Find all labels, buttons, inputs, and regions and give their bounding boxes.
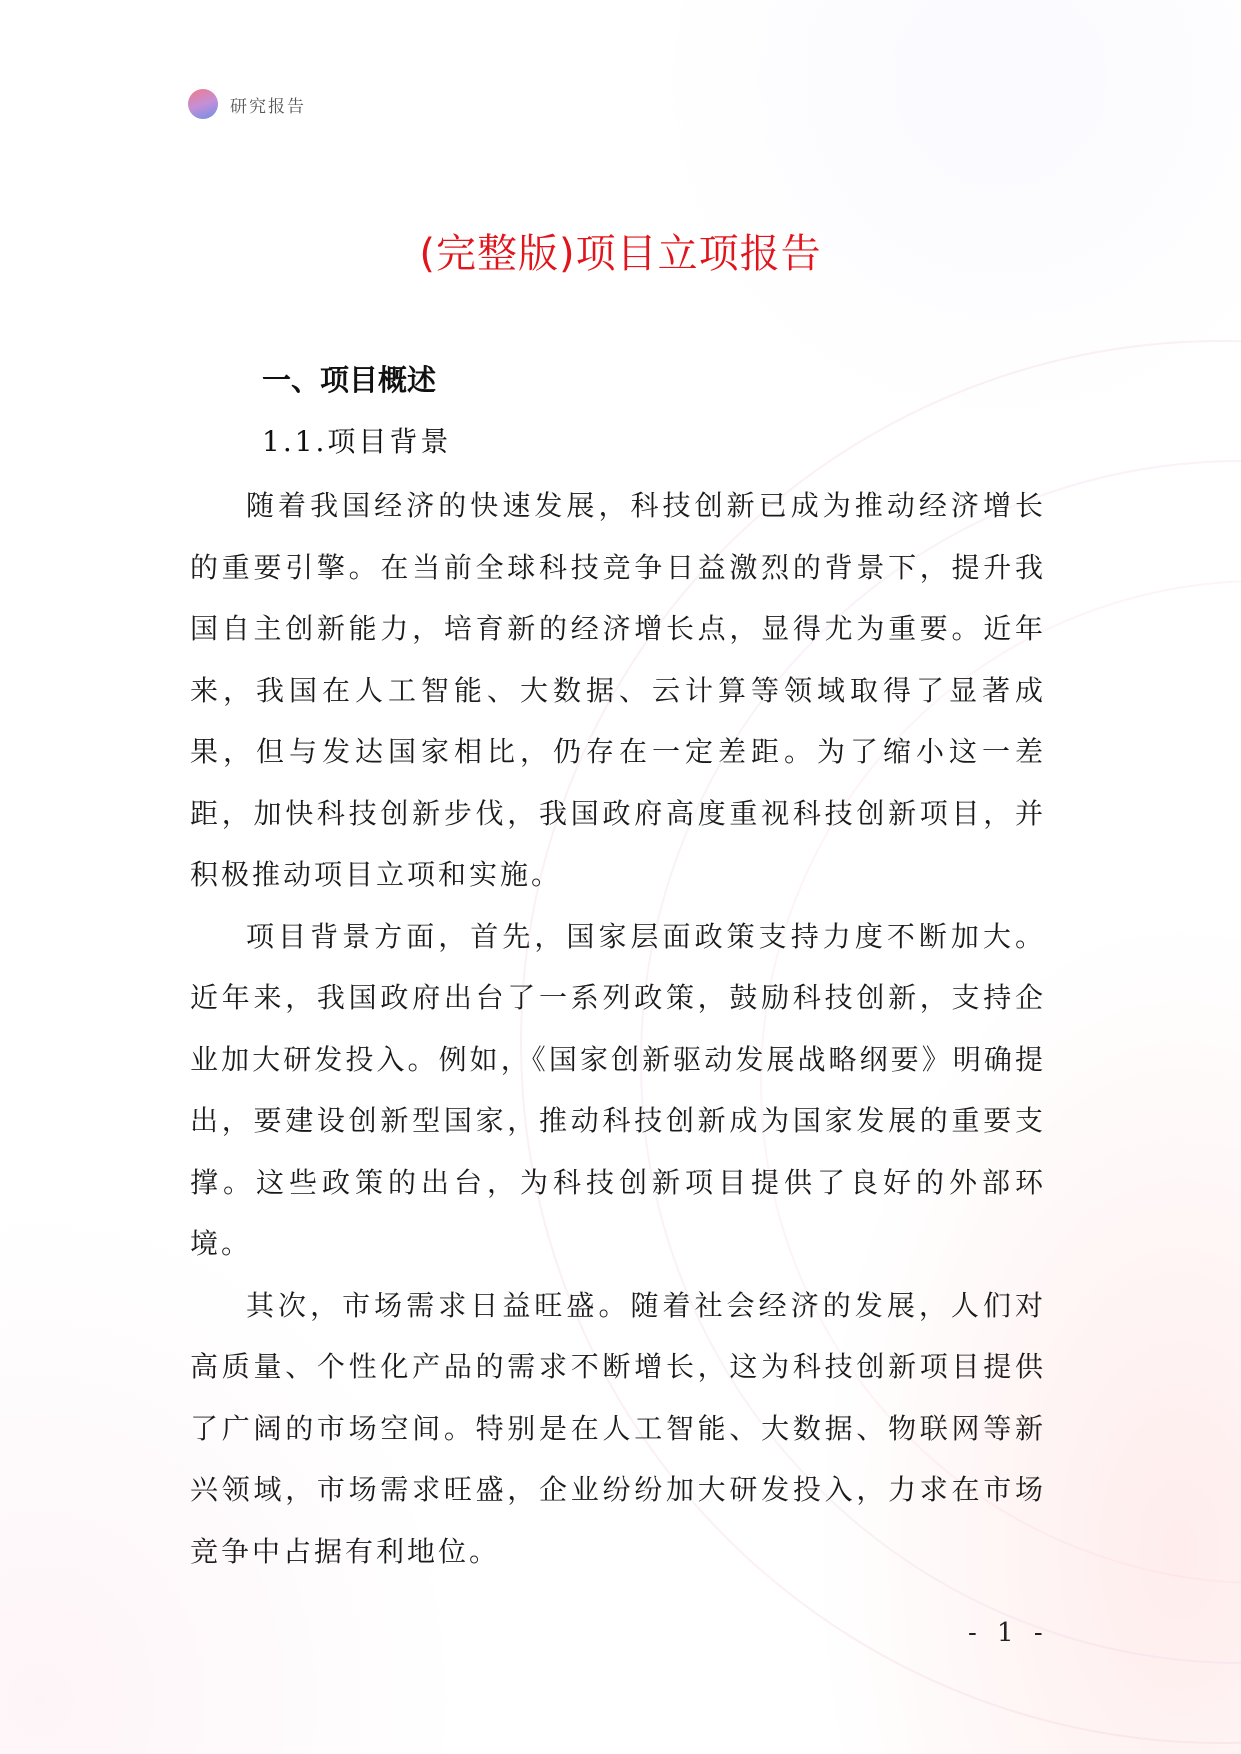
logo-circle-icon (188, 89, 218, 119)
page-number: - 1 - (968, 1618, 1049, 1648)
page-header (188, 89, 306, 119)
document-title: (完整版)项目立项报告 (419, 231, 822, 277)
header-label: 研究报告 (230, 96, 306, 117)
subsection-heading: 1.1.项目背景 (262, 425, 452, 458)
section-heading: 一、项目概述 (262, 363, 437, 397)
body-paragraph: 项目背景方面，首先，国家层面政策支持力度不断加大。近年来，我国政府出台了一系列政策，鼓励科技创新，支持企业加大研发投入。例如，《国家创新驱动发展战略纲要》明确提出，要建设创新型国家，推动科技创新成为国家发展的重要支撑。这些政策的出台，为科技创新项目提供了良好的外部环境。 (190, 919, 1046, 1260)
body-paragraph: 随着我国经济的快速发展，科技创新已成为推动经济增长的重要引擎。在当前全球科技竞争日益激烈的背景下，提升我国自主创新能力，培育新的经济增长点，显得尤为重要。近年来，我国在人工智能、大数据、云计算等领域取得了显著成果，但与发达国家相比，仍存在一定差距。为了缩小这一差距，加快科技创新步伐，我国政府高度重视科技创新项目，并积极推动项目立项和实施。 (190, 489, 1046, 891)
body-paragraph: 其次，市场需求日益旺盛。随着社会经济的发展，人们对高质量、个性化产品的需求不断增长，这为科技创新项目提供了广阔的市场空间。特别是在人工智能、大数据、物联网等新兴领域，市场需求旺盛，企业纷纷加大研发投入，力求在市场竞争中占据有利地位。 (190, 1288, 1046, 1568)
document-body (190, 475, 1046, 1582)
